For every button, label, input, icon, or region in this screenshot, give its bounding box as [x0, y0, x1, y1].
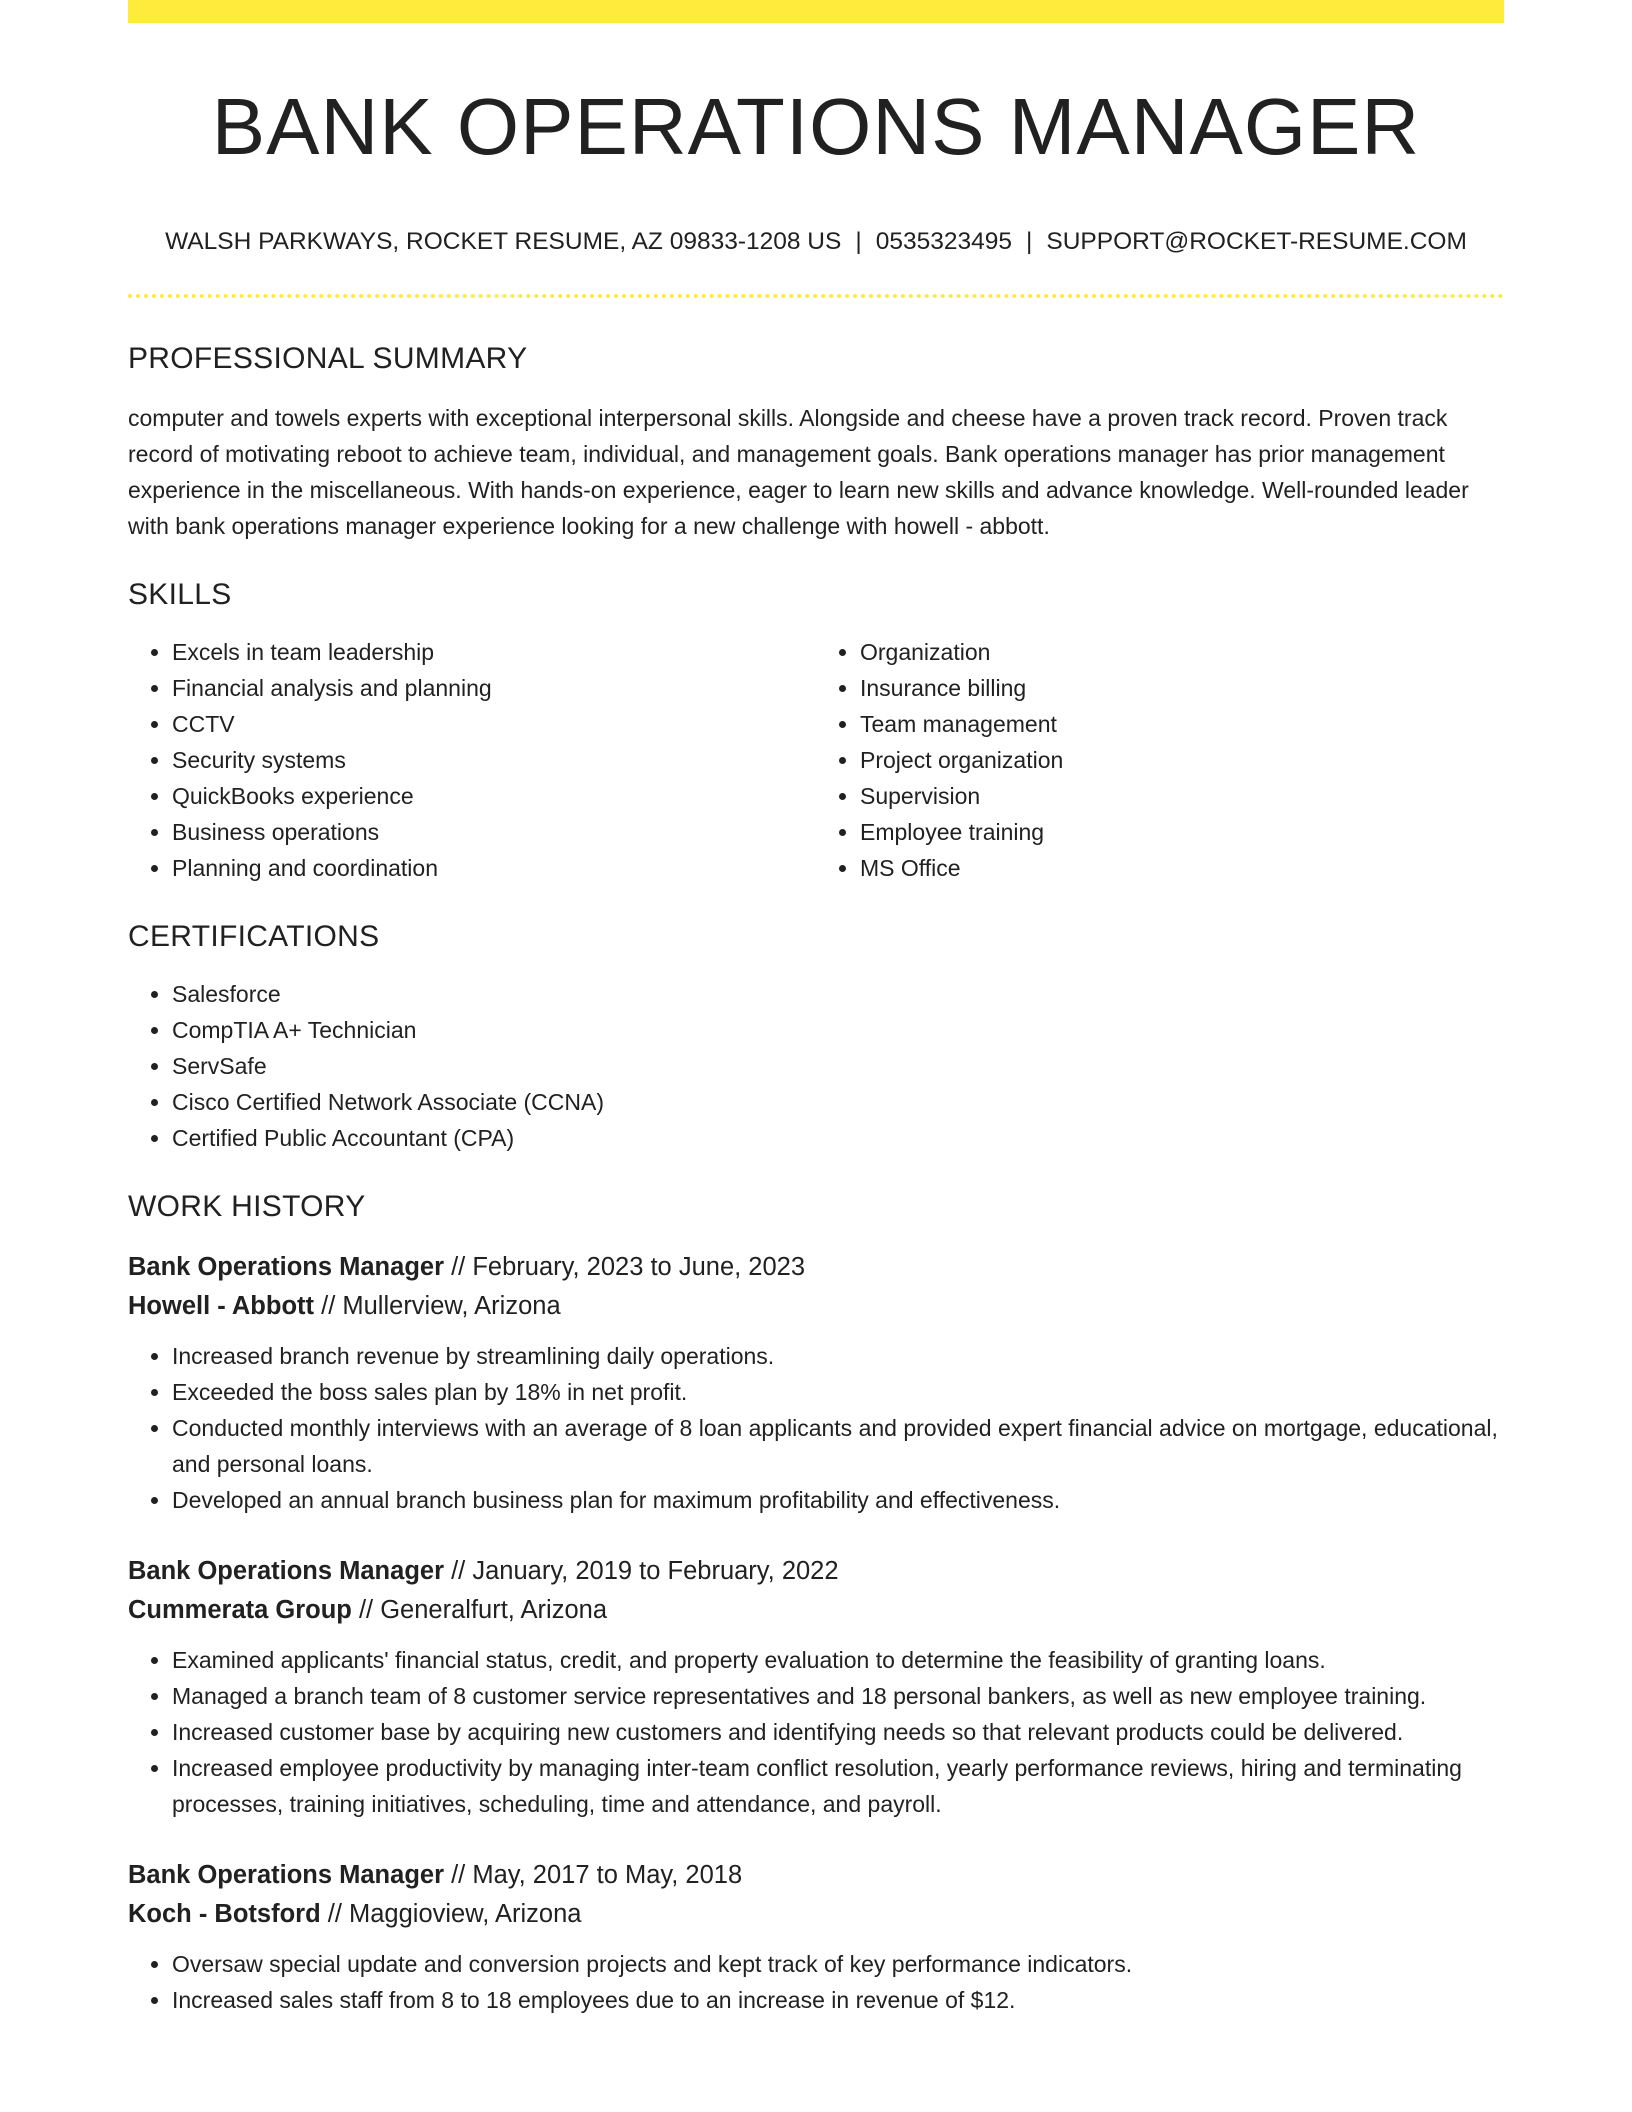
section-certifications — [128, 920, 1504, 1156]
job-company-line — [128, 1287, 1504, 1326]
contact-separator: | — [1025, 228, 1033, 255]
job-title: Bank Operations Manager — [128, 1253, 444, 1282]
job-location: // Maggioview, Arizona — [327, 1900, 582, 1929]
section-professional-summary — [128, 342, 1504, 544]
certification-item: • Cisco Certified Network Associate (CCNA) — [172, 1084, 1504, 1120]
job-title-line — [128, 1552, 1504, 1591]
certification-item: • Certified Public Accountant (CPA) — [172, 1120, 1504, 1156]
dotted-divider — [128, 294, 1504, 298]
section-heading: PROFESSIONAL SUMMARY — [128, 342, 528, 376]
job-bullet: • Increased customer base by acquiring new customers and identifying needs so that relevant products could be delivered. — [172, 1714, 1504, 1750]
job-bullet: • Oversaw special update and conversion projects and kept track of key performance indicators. — [172, 1946, 1504, 1982]
contact-phone: 0535323495 — [875, 228, 1012, 255]
skill-item: • Team management — [860, 706, 1504, 742]
job-bullet: • Conducted monthly interviews with an average of 8 loan applicants and provided expert financial advice on mortgage, educational, and personal loans. — [172, 1410, 1504, 1482]
job-bullet: • Developed an annual branch business plan for maximum profitability and effectiveness. — [172, 1482, 1504, 1518]
skills-list-left — [128, 634, 816, 886]
job-bullet: • Examined applicants' financial status, credit, and property evaluation to determine the feasibility of granting loans. — [172, 1642, 1504, 1678]
skill-item: • Supervision — [860, 778, 1504, 814]
job-company: Howell - Abbott — [128, 1292, 315, 1321]
job-bullets — [128, 1642, 1504, 1822]
skill-item: • Project organization — [860, 742, 1504, 778]
skill-item: • Planning and coordination — [172, 850, 816, 886]
job-entry — [128, 1552, 1504, 1822]
accent-bar — [128, 0, 1504, 23]
resume-page — [128, 0, 1504, 2018]
job-bullets — [128, 1338, 1504, 1518]
job-company: Cummerata Group — [128, 1596, 352, 1625]
job-location: // Generalfurt, Arizona — [358, 1596, 608, 1625]
job-bullet: • Exceeded the boss sales plan by 18% in net profit. — [172, 1374, 1504, 1410]
job-title-line — [128, 1856, 1504, 1895]
skill-item: • Security systems — [172, 742, 816, 778]
skill-item: • Insurance billing — [860, 670, 1504, 706]
job-entry — [128, 1856, 1504, 2018]
skill-item: • Business operations — [172, 814, 816, 850]
job-dates: // January, 2019 to February, 2022 — [451, 1557, 839, 1586]
skill-item: • Employee training — [860, 814, 1504, 850]
job-dates: // May, 2017 to May, 2018 — [451, 1861, 743, 1890]
certification-item: • Salesforce — [172, 976, 1504, 1012]
skill-item: • Organization — [860, 634, 1504, 670]
section-heading: SKILLS — [128, 578, 232, 612]
section-skills — [128, 578, 1504, 886]
skill-item: • MS Office — [860, 850, 1504, 886]
job-location: // Mullerview, Arizona — [321, 1292, 561, 1321]
job-company: Koch - Botsford — [128, 1900, 321, 1929]
job-company-line — [128, 1895, 1504, 1934]
contact-email: SUPPORT@ROCKET-RESUME.COM — [1046, 228, 1467, 255]
job-title-line — [128, 1248, 1504, 1287]
certification-item: • CompTIA A+ Technician — [172, 1012, 1504, 1048]
skill-item: • Excels in team leadership — [172, 634, 816, 670]
contact-line — [128, 227, 1504, 256]
job-title: Bank Operations Manager — [128, 1557, 444, 1586]
job-bullets — [128, 1946, 1504, 2018]
skill-item: • Financial analysis and planning — [172, 670, 816, 706]
job-bullet: • Increased employee productivity by managing inter-team conflict resolution, yearly performance reviews, hiring and terminating processes, training initiatives, scheduling, time and attendance, and payroll. — [172, 1750, 1504, 1822]
skills-grid — [128, 634, 1504, 886]
contact-address: WALSH PARKWAYS, ROCKET RESUME, AZ 09833-1208 US — [165, 228, 842, 255]
job-title: Bank Operations Manager — [128, 1861, 444, 1890]
skill-item: • QuickBooks experience — [172, 778, 816, 814]
contact-separator: | — [855, 228, 862, 255]
job-dates: // February, 2023 to June, 2023 — [451, 1253, 806, 1282]
resume-title: BANK OPERATIONS MANAGER — [211, 82, 1421, 171]
section-heading: CERTIFICATIONS — [128, 920, 380, 954]
job-entry — [128, 1248, 1504, 1518]
section-work-history — [128, 1190, 1504, 2018]
job-company-line — [128, 1591, 1504, 1630]
job-bullet: • Increased sales staff from 8 to 18 employees due to an increase in revenue of $12. — [172, 1982, 1504, 2018]
section-heading: WORK HISTORY — [128, 1190, 366, 1224]
job-bullet: • Increased branch revenue by streamlining daily operations. — [172, 1338, 1504, 1374]
certifications-list — [128, 976, 1504, 1156]
job-bullet: • Managed a branch team of 8 customer service representatives and 18 personal bankers, as well as new employee training. — [172, 1678, 1504, 1714]
skill-item: • CCTV — [172, 706, 816, 742]
summary-text: computer and towels experts with exceptional interpersonal skills. Alongside and cheese have a proven track record. Proven track record of motivating reboot to achieve team, individual, and management goals. Bank operations manager has prior management experience in the miscellaneous. With hands-on experience, eager to learn new skills and advance knowledge. Well-rounded leader with bank operations manager experience looking for a new challenge with howell - abbott. — [128, 405, 1469, 540]
certification-item: • ServSafe — [172, 1048, 1504, 1084]
skills-list-right — [816, 634, 1504, 886]
